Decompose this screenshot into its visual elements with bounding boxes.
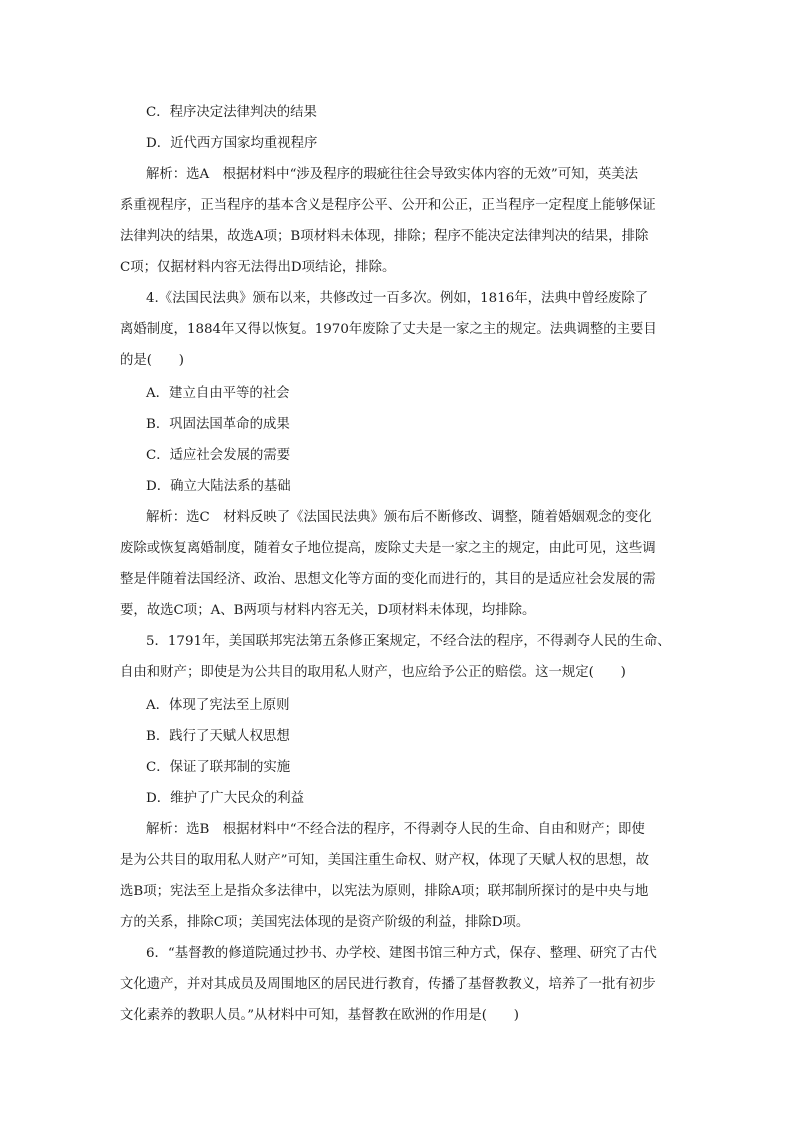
q5-option-b: B．践行了天赋人权思想 (146, 729, 290, 744)
q5-option-a: A．体现了宪法至上原则 (146, 698, 290, 713)
q4-option-b: B．巩固法国革命的成果 (146, 417, 290, 432)
q5-stem-line-2: 自由和财产；即使是为公共目的取用私人财产，也应给予公正的赔偿。这一规定( ) (120, 665, 626, 680)
q5-analysis-line-1: 解析：选B 根据材料中“不经合法的程序，不得剥夺人民的生命、自由和财产；即使 (146, 822, 645, 837)
q3-option-c: C．程序决定法律判决的结果 (146, 105, 317, 120)
q6-stem-line-2: 文化遗产，并对其成员及周围地区的居民进行教育，传播了基督教教义，培养了一批有初步 (120, 977, 656, 992)
q6-stem-line-3: 文化素养的教职人员。”从材料中可知，基督教在欧洲的作用是( ) (120, 1008, 519, 1023)
q3-analysis-line-2: 系重视程序，正当程序的基本含义是程序公平、公开和公正，正当程序一定程度上能够保证 (120, 198, 656, 213)
q3-analysis-line-3: 法律判决的结果，故选A项；B项材料未体现，排除；程序不能决定法律判决的结果，排除 (120, 229, 649, 244)
q4-stem-line-3: 的是( ) (120, 353, 185, 368)
q5-analysis-line-3: 选B项；宪法至上是指众多法律中，以宪法为原则，排除A项；联邦制所探讨的是中央与地 (120, 884, 649, 899)
q4-option-a: A．建立自由平等的社会 (146, 386, 290, 401)
q5-stem-line-1: 5．1791年，美国联邦宪法第五条修正案规定，不经合法的程序，不得剥夺人民的生命、 (146, 634, 671, 649)
q3-analysis-line-4: C项；仅据材料内容无法得出D项结论，排除。 (120, 260, 396, 275)
q5-analysis-line-2: 是为公共目的取用私人财产”可知，美国注重生命权、财产权，体现了天赋人权的思想，故 (120, 853, 650, 868)
q3-option-d: D．近代西方国家均重视程序 (146, 136, 318, 151)
q5-option-c: C．保证了联邦制的实施 (146, 760, 291, 775)
q5-option-d: D．维护了广大民众的利益 (146, 791, 305, 806)
q3-analysis-line-1: 解析：选A 根据材料中“涉及程序的瑕疵往往会导致实体内容的无效”可知，英美法 (146, 167, 639, 182)
q4-option-d: D．确立大陆法系的基础 (146, 479, 291, 494)
q4-analysis-line-3: 整是伴随着法国经济、政治、思想文化等方面的变化而进行的，其目的是适应社会发展的需 (120, 572, 656, 587)
q6-stem-line-1: 6．“基督教的修道院通过抄书、办学校、建图书馆三种方式，保存、整理、研究了古代 (146, 946, 657, 961)
q4-analysis-line-1: 解析：选C 材料反映了《法国民法典》颁布后不断修改、调整，随着婚姻观念的变化 (146, 510, 652, 525)
q4-analysis-line-2: 废除或恢复离婚制度，随着女子地位提高，废除丈夫是一家之主的规定，由此可见，这些调 (120, 541, 656, 556)
q4-stem-line-1: 4.《法国民法典》颁布以来，共修改过一百多次。例如，1816年，法典中曾经废除了 (146, 291, 649, 306)
q5-analysis-line-4: 方的关系，排除C项；美国宪法体现的是资产阶级的利益，排除D项。 (120, 915, 530, 930)
q4-option-c: C．适应社会发展的需要 (146, 448, 291, 463)
q4-stem-line-2: 离婚制度，1884年又得以恢复。1970年废除了丈夫是一家之主的规定。法典调整的主要目 (120, 322, 657, 337)
q4-analysis-line-4: 要，故选C项；A、B两项与材料内容无关，D项材料未体现，均排除。 (120, 603, 536, 618)
